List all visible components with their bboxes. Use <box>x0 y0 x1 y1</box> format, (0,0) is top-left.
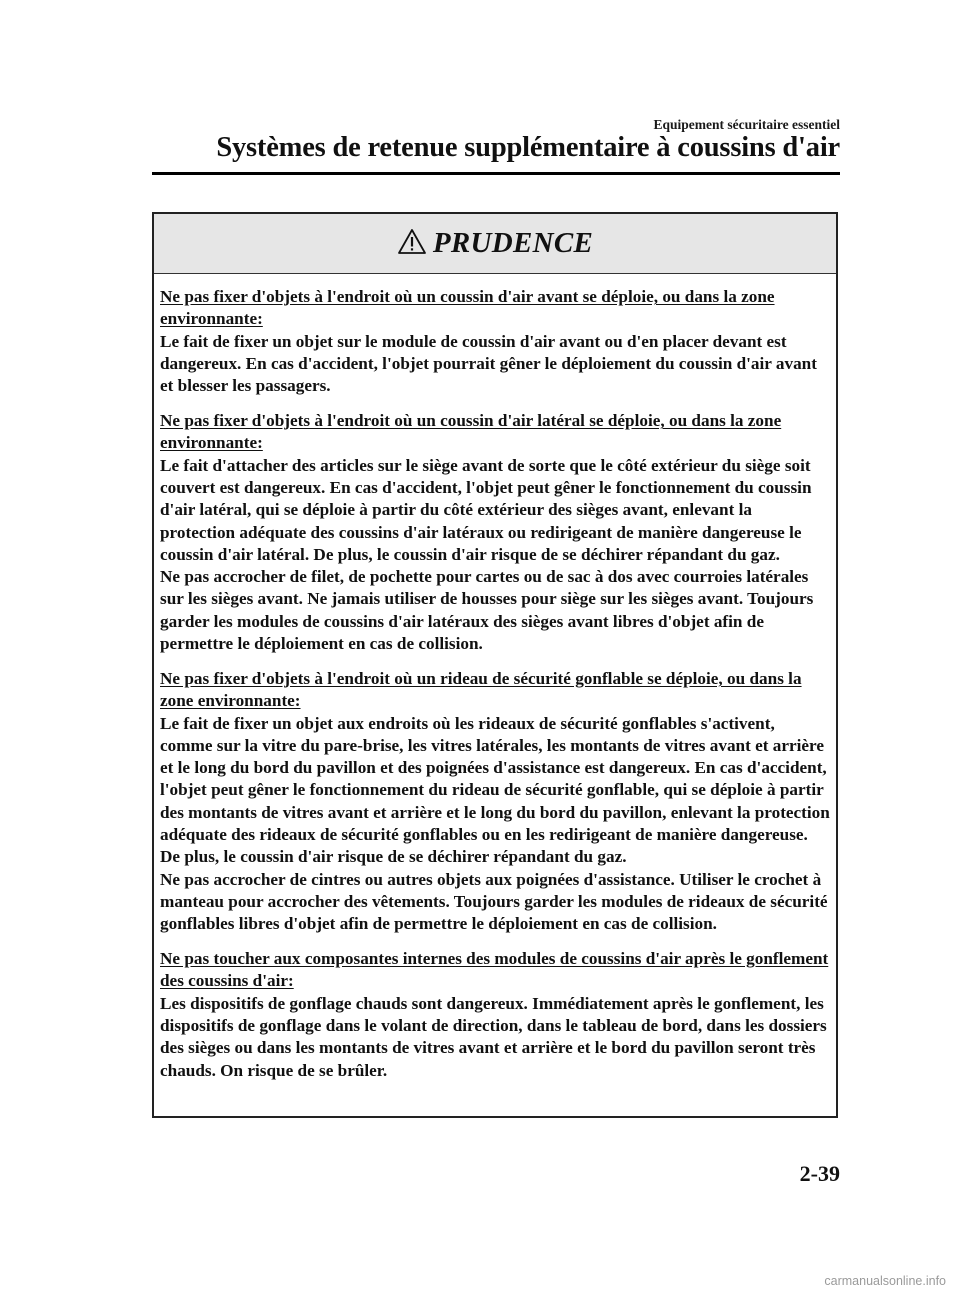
header-rule <box>152 172 840 175</box>
paragraph-heading: Ne pas fixer d'objets à l'endroit où un coussin d'air avant se déploie, ou dans la zone environnante: <box>160 287 775 329</box>
paragraph-text: Ne pas accrocher de filet, de pochette pour cartes ou de sac à dos avec courroies latérales sur les sièges avant. Ne jamais utiliser de housses pour siège sur les sièges avant. Toujours garder les modules de coussins d'air latéraux des sièges avant libres d'objet afin de permettre le déploiement en cas de collision. <box>160 567 814 654</box>
paragraph-text: Ne pas accrocher de cintres ou autres objets aux poignées d'assistance. Utiliser le crochet à manteau pour accrocher des vêtements. Toujours garder les modules de rideaux de sécurité gonflables libres d'objet afin de permettre le déploiement en cas de collision. <box>160 869 828 934</box>
page-title: Systèmes de retenue supplémentaire à coussins d'air <box>216 132 840 163</box>
page-number: 2-39 <box>799 1161 840 1186</box>
caution-paragraph <box>160 286 830 397</box>
paragraph-text: Le fait de fixer un objet sur le module de coussin d'air avant ou d'en placer devant est dangereux. En cas d'accident, l'objet pourrait gêner le déploiement du coussin d'air avant et blesser les passagers. <box>160 331 817 396</box>
paragraph-text: Les dispositifs de gonflage chauds sont dangereux. Immédiatement après le gonflement, les dispositifs de gonflage dans le volant de direction, dans le tableau de bord, dans les dossiers des sièges ou dans les montants de vitres avant et arrière et le bord du pavillon seront très chauds. On risque de se brûler. <box>160 993 827 1080</box>
paragraph-text: Le fait de fixer un objet aux endroits où les rideaux de sécurité gonflables s'activent, comme sur la vitre du pare-brise, les vitres latérales, les montants de vitres avant et arrière et le long du bord du pavillon et des poignées d'assistance est dangereux. En cas d'accident, l'objet peut gêner le fonctionnement du rideau de sécurité gonflable, qui se déploie à partir des montants de vitres avant et arrière et le long du bord du pavillon, enlevant la protection adéquate des rideaux de sécurité gonflables ou en les redirigeant de manière dangereuse. De plus, le coussin d'air risque de se déchirer répandant du gaz. <box>160 713 830 867</box>
watermark: carmanualsonline.info <box>824 1274 946 1288</box>
paragraph-heading: Ne pas toucher aux composantes internes des modules de coussins d'air après le gonflement des coussins d'air: <box>160 949 829 991</box>
caution-paragraph <box>160 410 830 655</box>
caution-paragraph <box>160 668 830 936</box>
paragraph-text: Le fait d'attacher des articles sur le siège avant de sorte que le côté extérieur du siège soit couvert est dangereux. En cas d'accident, l'objet peut gêner le fonctionnement du coussin d'air latéral, qui se déploie à partir du côté extérieur des sièges avant, enlevant la protection adéquate des coussins d'air latéraux ou redirigeant de manière dangereuse le coussin d'air latéral. De plus, le coussin d'air risque de se déchirer répandant du gaz. <box>160 455 812 564</box>
caution-box <box>152 212 838 1118</box>
paragraph-heading: Ne pas fixer d'objets à l'endroit où un rideau de sécurité gonflable se déploie, ou dans la zone environnante: <box>160 668 802 711</box>
warning-triangle-icon <box>397 228 427 255</box>
caution-header <box>154 214 836 274</box>
paragraph-heading: Ne pas fixer d'objets à l'endroit où un coussin d'air latéral se déploie, ou dans la zone environnante: <box>160 411 782 453</box>
caution-title: PRUDENCE <box>432 227 594 259</box>
section-label: Equipement sécuritaire essentiel <box>653 117 840 132</box>
caution-paragraph <box>160 948 830 1082</box>
caution-body <box>154 274 836 1082</box>
